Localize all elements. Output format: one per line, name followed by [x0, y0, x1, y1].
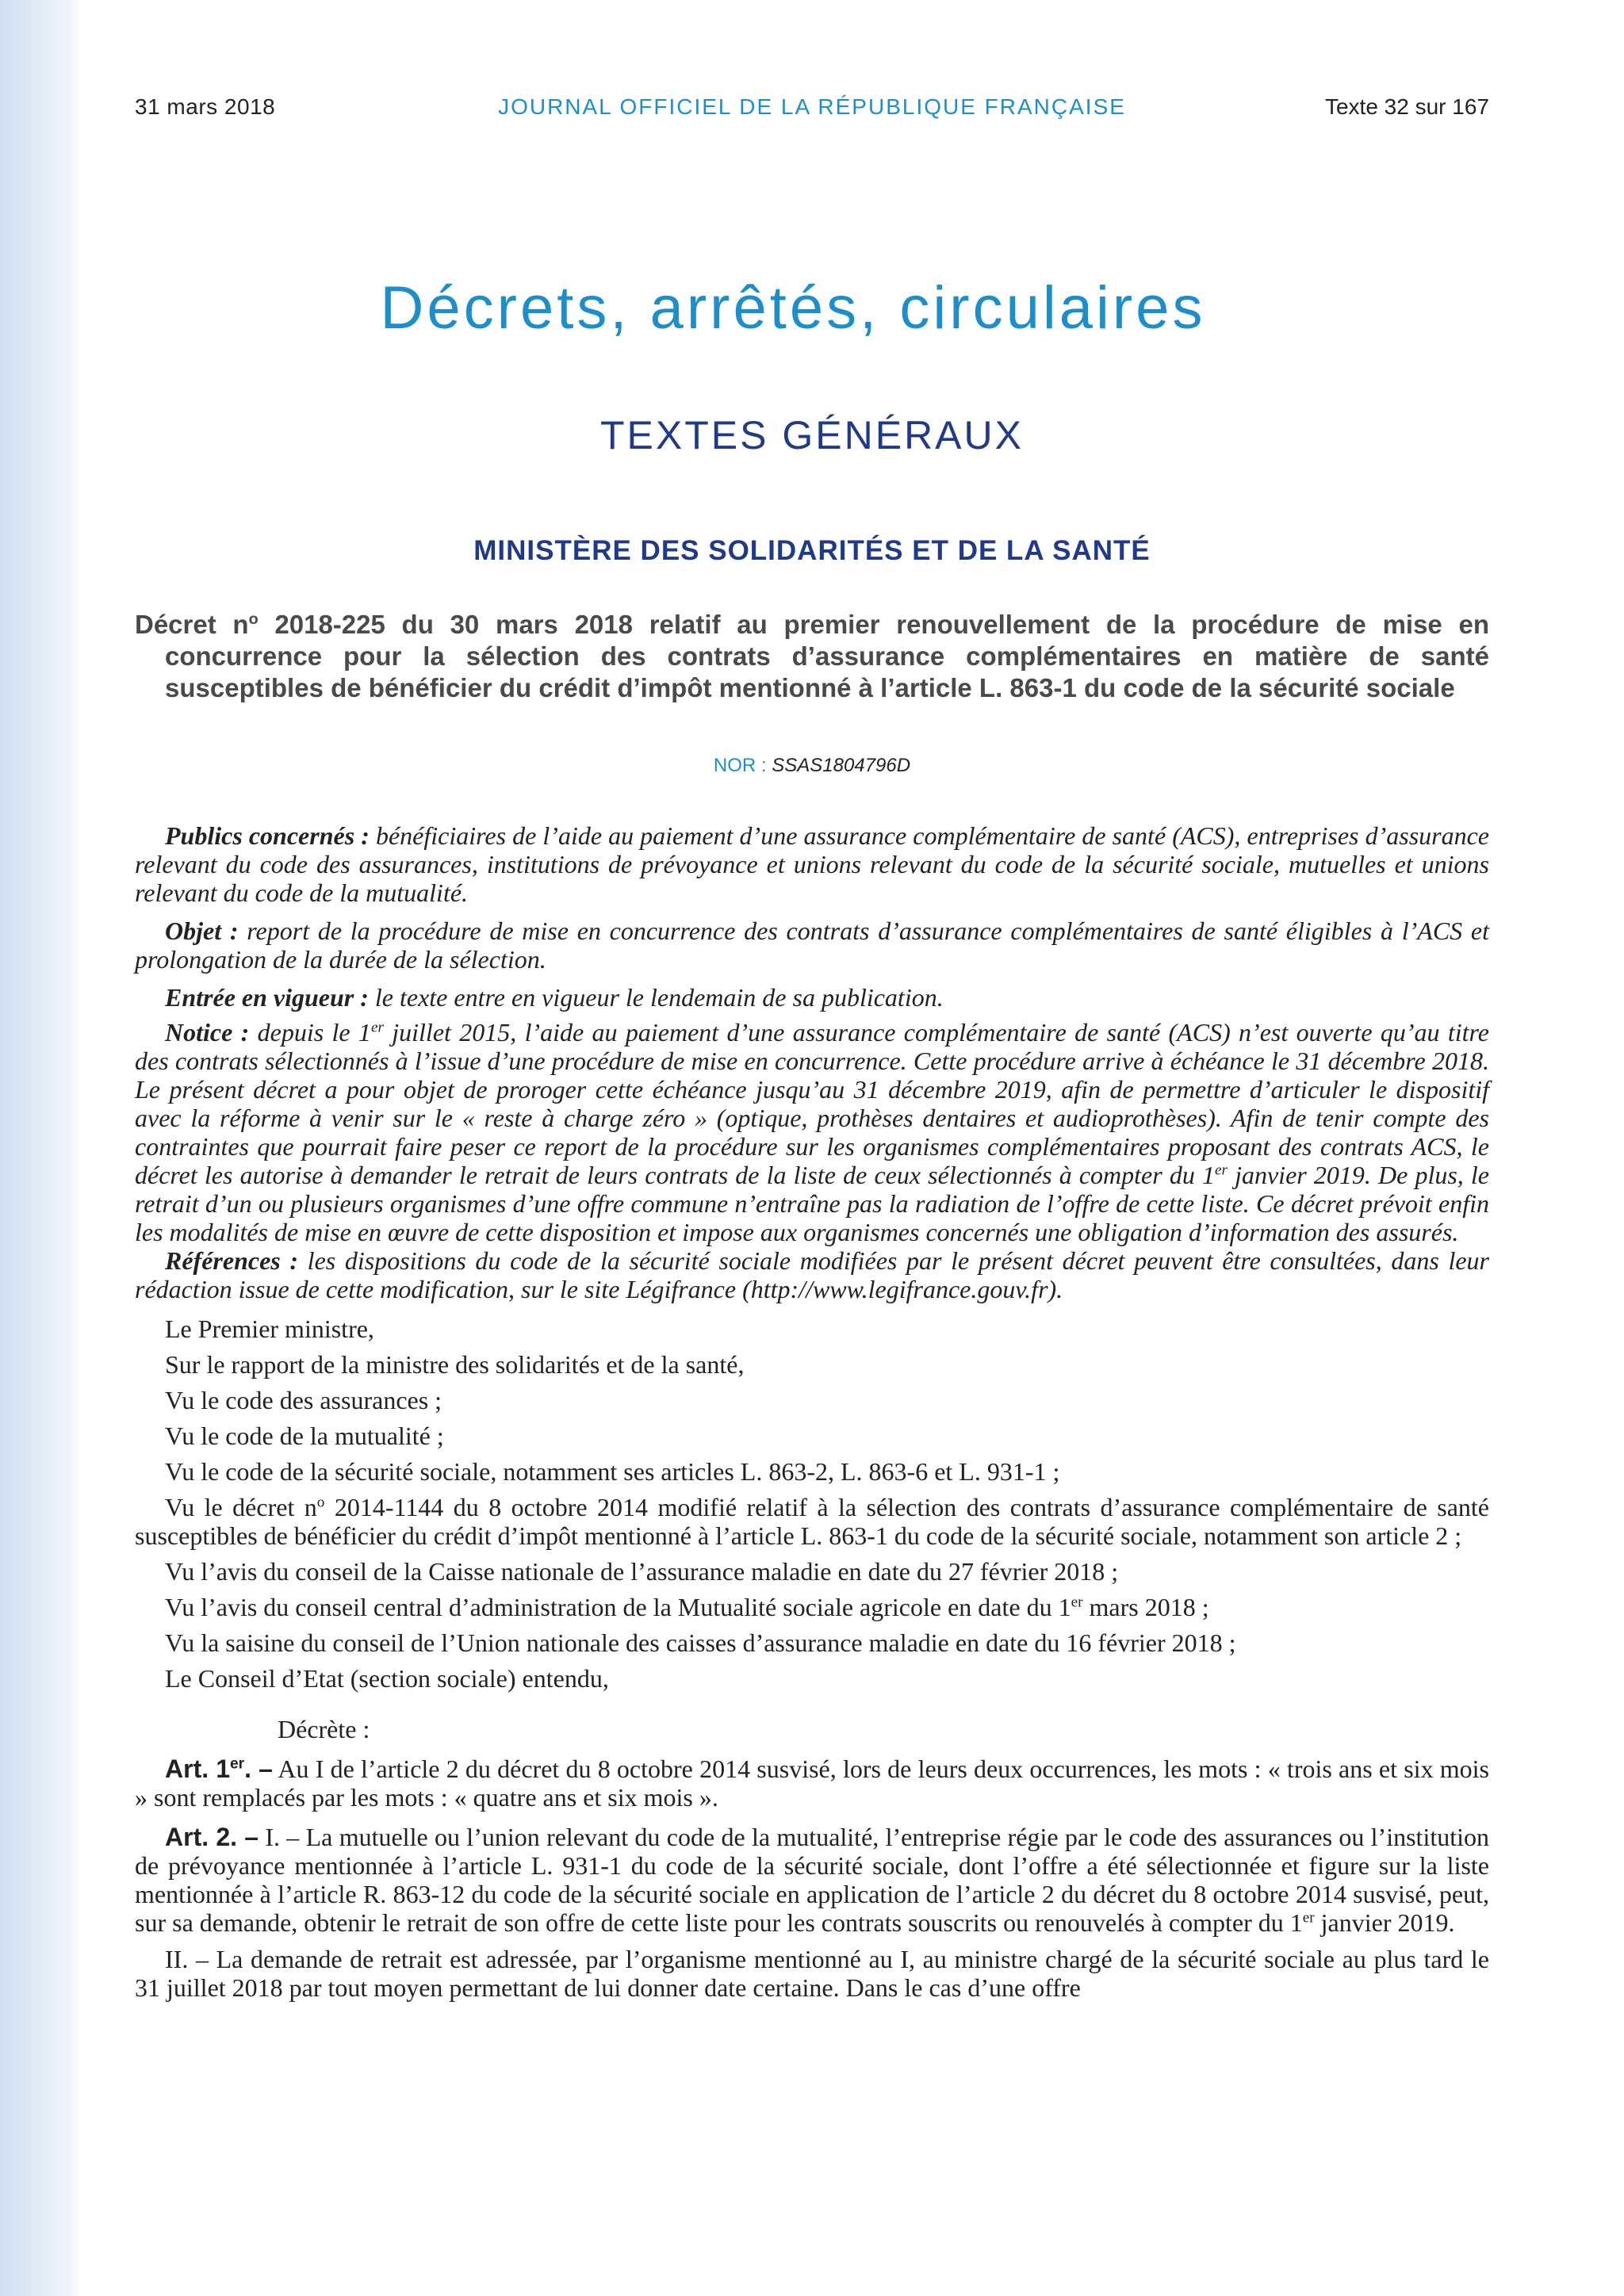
- entree-label: Entrée en vigueur :: [165, 983, 369, 1012]
- decree-title: [135, 609, 1489, 704]
- notice-paragraph: [135, 1018, 1489, 1246]
- decree-title-prefix: Décret n: [135, 610, 249, 639]
- section-subtitle: TEXTES GÉNÉRAUX: [600, 413, 1024, 457]
- notice-text-2: juillet 2015, l’aide au paiement d’une assurance complémentaire de santé (ACS) n’est ouverte qu’au titre des contrats sélectionnés à l’issue d’une procédure de mise en concurrence. Cette procédure arrive à échéance le 31 décembre 2018. Le présent décret a pour objet de proroger cette échéance jusqu’au 31 décembre 2019, afin de permettre d’articuler le dispositif avec la réforme à venir sur le « reste à charge zéro » (optique, prothèses dentaires et audioprothèses). Afin de tenir compte des contraintes que pourrait faire peser ce report de la procédure sur les organismes complémentaires proposant des contrats ACS, le décret les autorise à demander le retrait de leurs contrats de la liste de ceux sélectionnés à compter du 1: [135, 1018, 1490, 1189]
- article-1-sup: er: [230, 1755, 245, 1773]
- article-2-sup: er: [1302, 1909, 1315, 1927]
- vu-decret-text-1: Vu le décret n: [165, 1493, 317, 1521]
- rapport-line: Sur le rapport de la ministre des solidarités et de la santé,: [165, 1350, 745, 1379]
- notice-text-1: depuis le 1: [249, 1018, 371, 1047]
- references-label: Références :: [165, 1246, 299, 1275]
- notice-sup-1: er: [370, 1019, 384, 1036]
- page-header: [135, 94, 1489, 126]
- preamble-block: [135, 1314, 1489, 1743]
- entree-text: le texte entre en vigueur le lendemain de sa publication.: [368, 983, 944, 1012]
- publics-label: Publics concernés :: [165, 821, 370, 850]
- header-text-number: Texte 32 sur 167: [1324, 94, 1489, 119]
- vu-secu: Vu le code de la sécurité sociale, notamment ses articles L. 863-2, L. 863-6 et L. 931-1 ;: [165, 1457, 1060, 1486]
- vu-mutualite: Vu le code de la mutualité ;: [165, 1422, 444, 1450]
- nor-label: NOR :: [713, 755, 772, 776]
- objet-text: report de la procédure de mise en concurrence des contrats d’assurance complémentaires de santé éligibles à l’ACS et prolongation de la durée de la sélection.: [135, 916, 1490, 974]
- vu-caisse: Vu l’avis du conseil de la Caisse nationale de l’assurance maladie en date du 27 février 2018 ;: [165, 1557, 1119, 1586]
- decree-title-rest: 2018-225 du 30 mars 2018 relatif au premier renouvellement de la procédure de mise en concurrence pour la sélection des contrats d’assurance complémentaires en matière de santé susceptibles de bénéficier du crédit d’impôt mentionné à l’article L. 863-1 du code de la sécurité sociale: [165, 610, 1489, 702]
- articles-block: [135, 1755, 1489, 2002]
- notice-label: Notice :: [165, 1018, 250, 1047]
- vu-decret-text-2: 2014-1144 du 8 octobre 2014 modifié relatif à la sélection des contrats d’assurance complémentaire de santé susceptibles de bénéficier du crédit d’impôt mentionné à l’article L. 863-1 du code de la sécurité sociale, notamment son article 2 ;: [135, 1493, 1490, 1550]
- objet-paragraph: [135, 916, 1489, 974]
- article-2: [135, 1823, 1489, 1937]
- decree-title-sup: o: [248, 610, 259, 628]
- header-journal-name: JOURNAL OFFICIEL DE LA RÉPUBLIQUE FRANÇAISE: [498, 94, 1126, 119]
- vu-decret: [135, 1493, 1489, 1550]
- article-2-text-2: janvier 2019.: [1314, 1908, 1455, 1937]
- publics-paragraph: [135, 821, 1489, 907]
- vu-decret-sup: o: [316, 1494, 325, 1511]
- article-1-label-text: Art. 1: [165, 1755, 231, 1783]
- notice-sup-2: er: [1214, 1161, 1228, 1179]
- article-1-text: Au I de l’article 2 du décret du 8 octobre 2014 susvisé, lors de leurs deux occurrences, les mots : « trois ans et six mois » sont remplacés par les mots : « quatre ans et six mois ».: [135, 1755, 1490, 1812]
- article-2-ii: II. – La demande de retrait est adressée, par l’organisme mentionné au I, au ministre chargé de la sécurité sociale au plus tard le 31 juillet 2018 par tout moyen permettant de lui donner date certaine. Dans le cas d’une offre: [135, 1945, 1489, 2002]
- notice-text-3: janvier 2019. De plus, le retrait d’un ou plusieurs organismes d’une offre commune n’entraîne pas la radiation de l’offre de cette liste. Ce décret prévoit enfin les modalités de mise en œuvre de cette disposition et impose aux organismes concernés une obligation d’information des assurés.: [135, 1161, 1490, 1246]
- publics-text: bénéficiaires de l’aide au paiement d’une assurance complémentaire de santé (ACS), entreprises d’assurance relevant du code des assurances, institutions de prévoyance et unions relevant du code de la sécurité sociale, mutuelles et unions relevant du code de la mutualité.: [135, 821, 1490, 907]
- section-title: Décrets, arrêtés, circulaires: [380, 274, 1206, 342]
- conseil-etat: Le Conseil d’Etat (section sociale) entendu,: [165, 1664, 609, 1693]
- article-2-label: Art. 2. –: [165, 1823, 259, 1851]
- entree-paragraph: [135, 983, 1489, 1012]
- vu-assurances: Vu le code des assurances ;: [165, 1386, 442, 1414]
- header-date: 31 mars 2018: [135, 94, 276, 119]
- article-1-label: [165, 1755, 273, 1783]
- vu-msa-text-1: Vu l’avis du conseil central d’administration de la Mutualité sociale agricole en date du 1: [165, 1593, 1071, 1621]
- references-text: les dispositions du code de la sécurité sociale modifiées par le présent décret peuvent être consultées, dans leur rédaction issue de cette modification, sur le site Légifrance (http://www.legifrance.gouv.fr).: [135, 1246, 1490, 1303]
- objet-label: Objet :: [165, 916, 239, 945]
- document-body: [135, 821, 1489, 2002]
- references-paragraph: [135, 1246, 1489, 1303]
- article-2-text-1: I. – La mutuelle ou l’union relevant du code de la mutualité, l’entreprise régie par le code des assurances ou l’institution de prévoyance mentionnée à l’article L. 931-1 du code de la sécurité sociale, dont l’offre a été sélectionnée et figure sur la liste mentionnée à l’article R. 863-12 du code de la sécurité sociale en application de l’article 2 du décret du 8 octobre 2014 susvisé, peut, sur sa demande, obtenir le retrait de son offre de cette liste pour les contrats souscrits ou renouvelés à compter du 1: [135, 1823, 1490, 1937]
- article-1-dash: . –: [244, 1755, 273, 1783]
- vu-msa-text-2: mars 2018 ;: [1082, 1593, 1209, 1621]
- nor-value: SSAS1804796D: [772, 755, 911, 776]
- premier-ministre: Le Premier ministre,: [165, 1314, 374, 1343]
- ministry-heading: MINISTÈRE DES SOLIDARITÉS ET DE LA SANTÉ: [473, 535, 1151, 566]
- decrete-line: Décrète :: [278, 1715, 370, 1743]
- nor-reference: [0, 755, 1624, 777]
- vu-union: Vu la saisine du conseil de l’Union nationale des caisses d’assurance maladie en date du 16 février 2018 ;: [165, 1628, 1236, 1657]
- vu-msa-sup: er: [1071, 1594, 1083, 1611]
- article-1: [135, 1755, 1489, 1812]
- notice-block: [135, 821, 1489, 1303]
- vu-msa: [135, 1593, 1489, 1621]
